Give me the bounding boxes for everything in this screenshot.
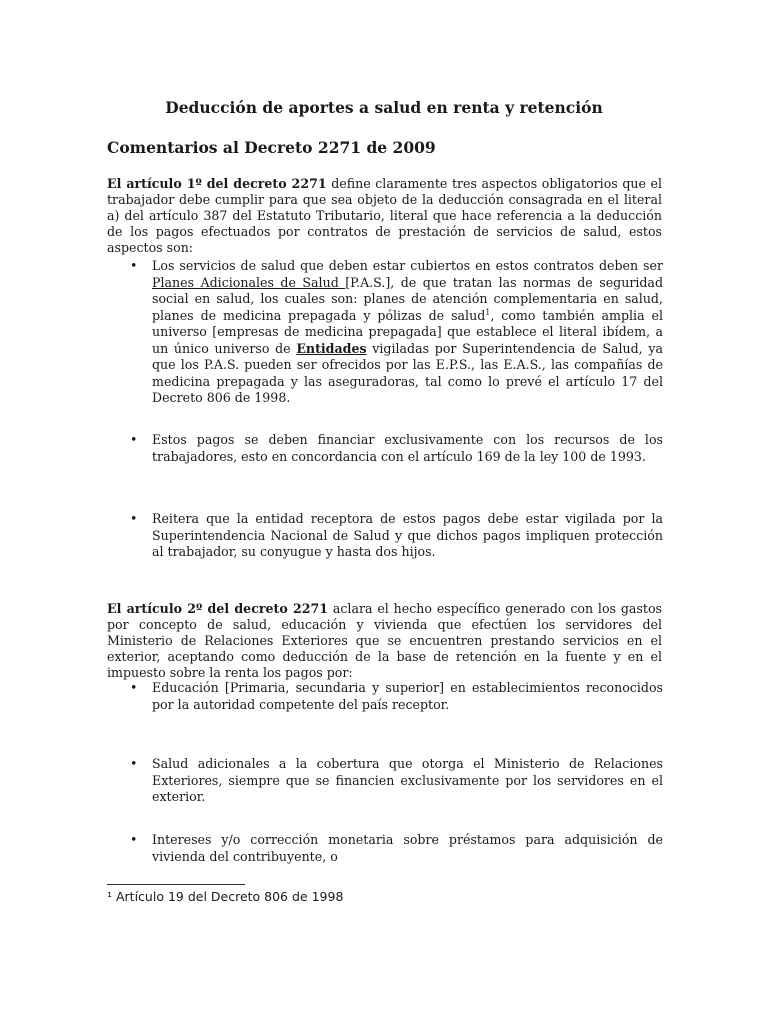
- list-item: [130, 680, 663, 713]
- list-item-text: Educación [Primaria, secundaria y superior] en establecimientos reconocidos por la autoridad competente del país receptor.: [152, 680, 663, 712]
- document-title: Deducción de aportes a salud en renta y retención: [165, 98, 603, 117]
- list-item: [130, 756, 663, 806]
- paragraph-article-2: [107, 601, 662, 681]
- list-item-text: Salud adicionales a la cobertura que otorga el Ministerio de Relaciones Exteriores, siempre que se financien exclusivamente por los servidores en el exterior.: [152, 756, 663, 804]
- paragraph-article-1: [107, 176, 662, 256]
- text-segment: Los servicios de salud que deben estar cubiertos en estos contratos deben ser: [152, 258, 663, 273]
- text-segment: , como también amplia el universo [empresas de medicina prepagada] que establece el literal ibídem, a un único universo de: [152, 307, 664, 356]
- bullet-icon: •: [130, 258, 138, 273]
- bullet-icon: •: [130, 511, 138, 526]
- article-2-text: aclara el hecho específico generado con los gastos por concepto de salud, educación y vivienda que efectúen los servidores del Ministerio de Relaciones Exteriores que se encuentren prestando servicios en el exterior, aceptando como deducción de la base de retención en la fuente y en el impuesto sobre la renta los pagos por:: [107, 601, 662, 680]
- entidades-emphasis: Entidades: [296, 340, 367, 356]
- list-item-text: Reitera que la entidad receptora de estos pagos debe estar vigilada por la Superintendencia Nacional de Salud y que dichos pagos impliquen protección al trabajador, su conyugue y hasta dos hijos.: [152, 511, 663, 559]
- planes-adicionales-link[interactable]: Planes Adicionales de Salud: [152, 274, 346, 290]
- document-subtitle: Comentarios al Decreto 2271 de 2009: [107, 138, 436, 157]
- footnote: ¹ Artículo 19 del Decreto 806 de 1998: [107, 889, 344, 904]
- bullet-icon: •: [130, 756, 138, 771]
- list-item: [130, 511, 663, 561]
- article-2-lead: El artículo 2º del decreto 2271: [107, 601, 329, 616]
- list-item-text: Estos pagos se deben financiar exclusivamente con los recursos de los trabajadores, esto en concordancia con el artículo 169 de la ley 100 de 1993.: [152, 432, 663, 464]
- article-1-text: define claramente tres aspectos obligatorios que el trabajador debe cumplir para que sea objeto de la deducción consagrada en el literal a) del artículo 387 del Estatuto Tributario, literal que hace referencia a la deducción de los pagos efectuados por contratos de prestación de servicios de salud, estos aspectos son:: [107, 176, 662, 255]
- list-item-text: Intereses y/o corrección monetaria sobre préstamos para adquisición de vivienda del contribuyente, o: [152, 832, 663, 864]
- text-segment: [P.A.S.], de que tratan las normas de seguridad social en salud, los cuales son: planes de atención complementaria en salud, planes de medicina prepagada y pólizas de salud: [152, 274, 664, 323]
- bullet-icon: •: [130, 680, 138, 695]
- list-item: [130, 258, 663, 407]
- text-segment: vigiladas por Superintendencia de Salud, ya que los P.A.S. pueden ser ofrecidos por las E.P.S., las E.A.S., las compañías de medicina prepagada y las aseguradoras, tal como lo prevé el artículo 17 del Decreto 806 de 1998.: [152, 340, 663, 405]
- bullet-icon: •: [130, 432, 138, 447]
- article-1-lead: El artículo 1º del decreto 2271: [107, 176, 327, 191]
- bullet-icon: •: [130, 832, 138, 847]
- footnote-ref[interactable]: 1: [485, 307, 491, 317]
- list-item: [130, 832, 663, 865]
- list-item-text: [152, 258, 663, 407]
- footnote-divider: [107, 884, 245, 885]
- list-item: [130, 432, 663, 465]
